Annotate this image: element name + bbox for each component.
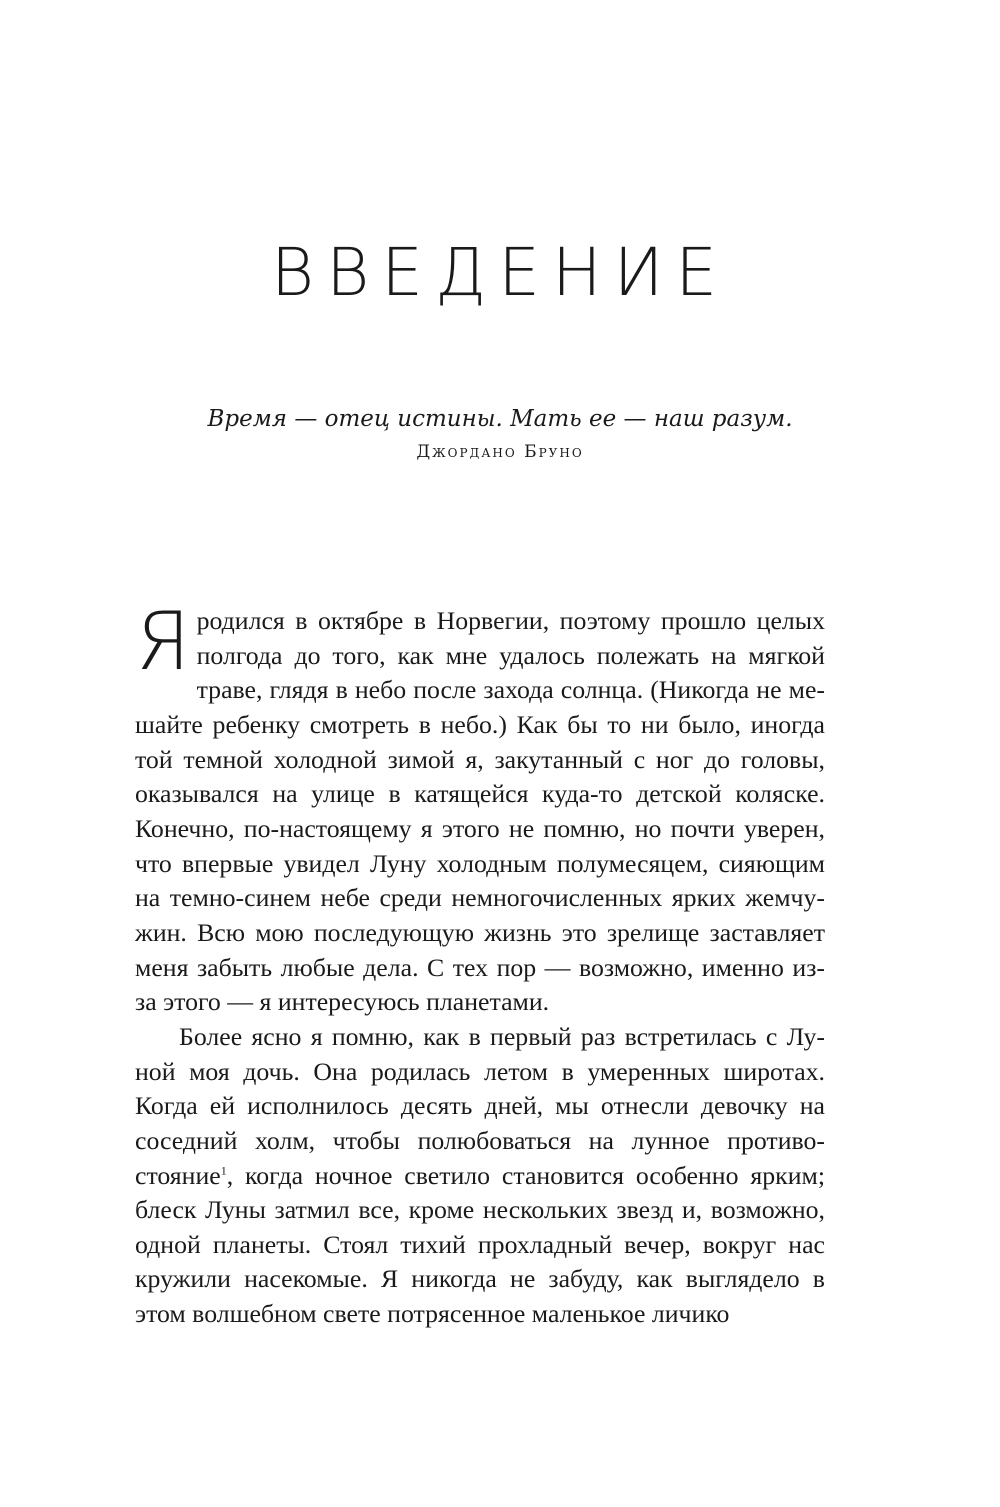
paragraph-2 (135, 1020, 825, 1332)
paragraph-1-text: родился в октябре в Норвегии, поэтому прошло целых полгода до того, как мне удалось полежать на мягкой траве, глядя в небо после захода солнца. (Никогда не мешайте ребенку смотреть в небо.) Как бы то ни было, иногда той темной холодной зимой я, закутанный с ног до головы, оказывался на улице в катящейся куда-то детской коляске. Конечно, по-настоящему я этого не помню, но почти уверен, что впервые увидел Луну холодным полумесяцем, сияющим на темно-синем небе среди немногочисленных ярких жемчужин. Всю мою последующую жизнь это зрелище заставляет меня забыть любые дела. С тех пор — возможно, именно из-за этого — я интересуюсь планетами. (135, 606, 825, 1017)
paragraph-2-text-start: Более ясно я помню, как в первый раз встретилась с Луной моя дочь. Она родилась летом в умеренных широтах. Когда ей исполнилось десять дней, мы отнесли девочку на соседний холм, чтобы полюбоваться на лунное противостояние (135, 1021, 825, 1190)
drop-cap: Я (135, 595, 191, 688)
paragraph-1 (135, 595, 825, 1020)
paragraph-2-text-end: , когда ночное светило становится особенно ярким; блеск Луны затмил все, кроме нескольких звезд и, возможно, одной планеты. Стоял тихий прохладный вечер, вокруг нас кружили насекомые. Я никогда не забуду, как выглядело в этом волшебном свете потрясенное маленькое личико (135, 1160, 825, 1329)
epigraph-author: Джордано Бруно (416, 442, 584, 462)
footnote-reference[interactable]: 1 (220, 1162, 227, 1177)
body-text (135, 595, 825, 1332)
epigraph (0, 402, 1000, 462)
epigraph-quote: Время — отец истины. Мать ее — наш разум. (207, 406, 793, 432)
chapter-title: ВВЕДЕНИЕ (270, 234, 730, 311)
